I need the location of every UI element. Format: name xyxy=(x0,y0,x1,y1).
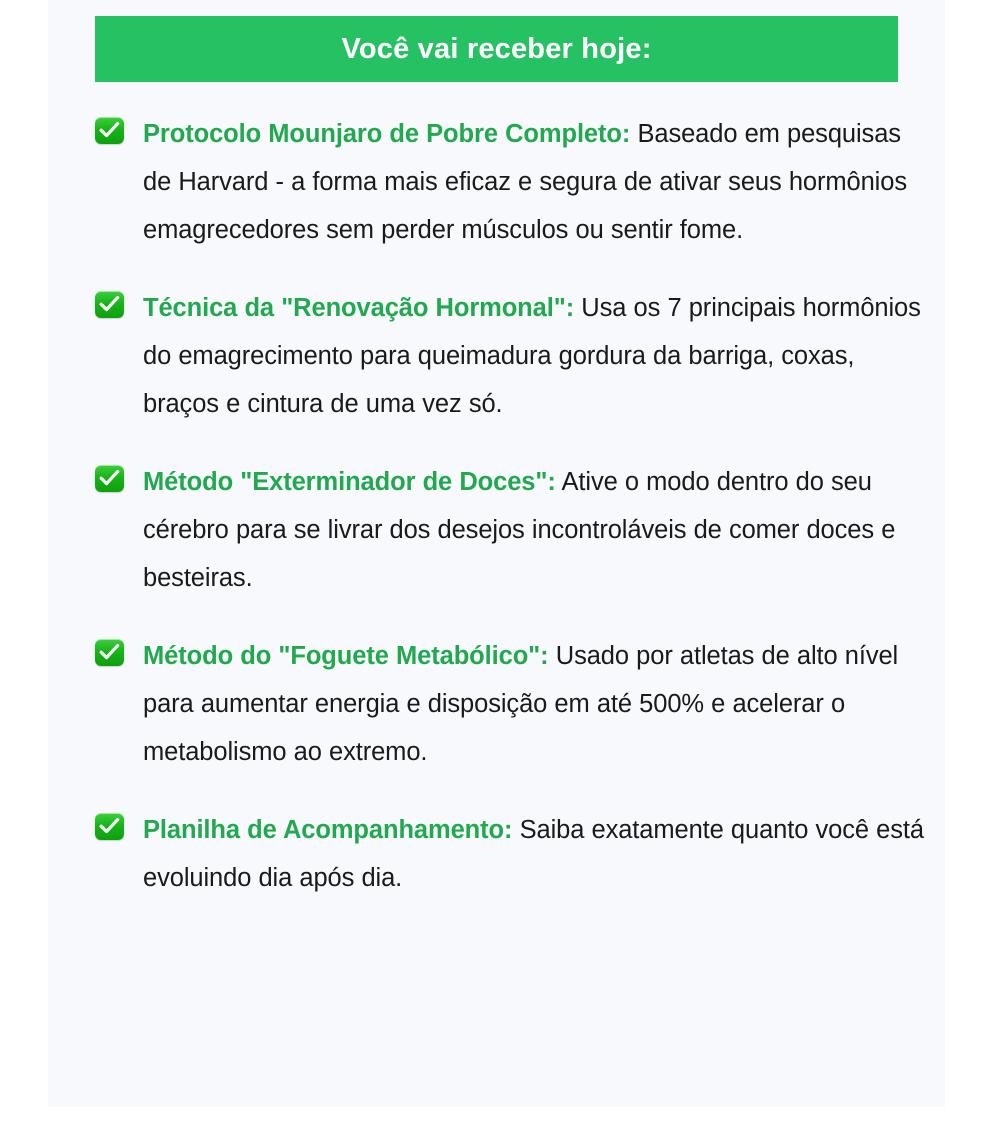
benefit-text xyxy=(143,110,925,254)
white-check-mark-icon xyxy=(95,639,124,666)
benefit-item-2 xyxy=(95,284,925,428)
benefit-item-3 xyxy=(95,458,925,602)
benefit-heading: Técnica da "Renovação Hormonal": xyxy=(143,294,575,322)
benefit-heading: Planilha de Acompanhamento: xyxy=(143,816,513,844)
white-check-mark-icon xyxy=(95,465,124,492)
benefit-heading: Método do "Foguete Metabólico": xyxy=(143,642,549,670)
benefit-item-5 xyxy=(95,806,925,902)
benefit-heading: Protocolo Mounjaro de Pobre Completo: xyxy=(143,120,631,148)
benefit-item-4 xyxy=(95,632,925,776)
benefit-heading: Método "Exterminador de Doces": xyxy=(143,468,556,496)
benefit-body: Usa os 7 principais hormônios do emagrecimento para queimadura gordura da barriga, coxas, braços e cintura de uma vez só. xyxy=(143,294,921,418)
banner-title: Você vai receber hoje: xyxy=(341,32,652,65)
white-check-mark-icon xyxy=(95,291,124,318)
benefit-body: Saiba exatamente quanto você está evoluindo dia após dia. xyxy=(143,816,924,892)
offer-banner xyxy=(95,16,898,82)
offer-card xyxy=(48,0,945,1107)
benefit-text xyxy=(143,284,925,428)
benefit-item-1 xyxy=(95,110,925,254)
benefit-text xyxy=(143,458,925,602)
white-check-mark-icon xyxy=(95,813,124,840)
benefit-list xyxy=(95,110,925,902)
benefit-body: Usado por atletas de alto nível para aumentar energia e disposição em até 500% e acelerar o metabolismo ao extremo. xyxy=(143,642,899,766)
benefit-body: Ative o modo dentro do seu cérebro para se livrar dos desejos incontroláveis de comer doces e besteiras. xyxy=(143,468,896,592)
white-check-mark-icon xyxy=(95,117,124,144)
benefit-text xyxy=(143,632,925,776)
benefit-body: Baseado em pesquisas de Harvard - a forma mais eficaz e segura de ativar seus hormônios emagrecedores sem perder músculos ou sentir fome. xyxy=(143,120,907,244)
benefit-text xyxy=(143,806,925,902)
